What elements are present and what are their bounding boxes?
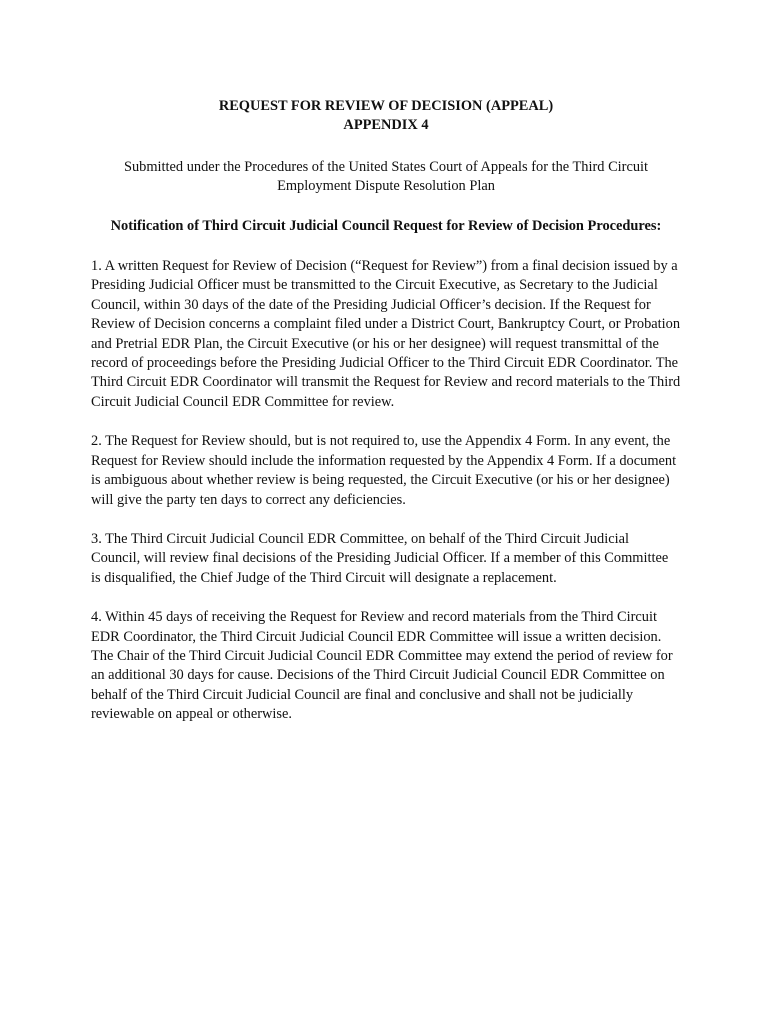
paragraph-1: 1. A written Request for Review of Decision (“Request for Review”) from a final decision issued by a Presiding Judicial Officer must be transmitted to the Circuit Executive, as Secretary to the Judicial Council, within 30 days of the date of the Presiding Judicial Officer’s decision. If the Request for Review of Decision concerns a complaint filed under a District Court, Bankruptcy Court, or Probation and Pretrial EDR Plan, the Circuit Executive (or his or her designee) will request transmittal of the record of proceedings before the Presiding Judicial Officer to the Third Circuit EDR Coordinator. The Third Circuit EDR Coordinator will transmit the Request for Review and record materials to the Third Circuit Judicial Council EDR Committee for review. [91, 258, 681, 410]
document-subtitle: Submitted under the Procedures of the United States Court of Appeals for the Third Circuit Employment Dispute Resolution Plan [123, 158, 649, 195]
document-title [91, 97, 681, 136]
section-heading: Notification of Third Circuit Judicial Council Request for Review of Decision Procedures: [110, 217, 662, 234]
paragraph-2: 2. The Request for Review should, but is not required to, use the Appendix 4 Form. In any event, the Request for Review should include the information requested by the Appendix 4 Form. If a document is ambiguous about whether review is being requested, the Circuit Executive (or his or her designee) will give the party ten days to correct any deficiencies. [91, 433, 677, 508]
document-page [91, 97, 681, 725]
paragraph-4: 4. Within 45 days of receiving the Request for Review and record materials from the Third Circuit EDR Coordinator, the Third Circuit Judicial Council EDR Committee will issue a written decision. The Chair of the Third Circuit Judicial Council EDR Committee may extend the period of review for an additional 30 days for cause. Decisions of the Third Circuit Judicial Council EDR Committee on behalf of the Third Circuit Judicial Council are final and conclusive and shall not be judicially reviewable on appeal or otherwise. [91, 609, 673, 723]
paragraph-3: 3. The Third Circuit Judicial Council EDR Committee, on behalf of the Third Circuit Judicial Council, will review final decisions of the Presiding Judicial Officer. If a member of this Committee is disqualified, the Chief Judge of the Third Circuit will designate a replacement. [91, 530, 669, 586]
title-line-2: APPENDIX 4 [343, 117, 429, 134]
title-line-1: REQUEST FOR REVIEW OF DECISION (APPEAL) [218, 98, 554, 114]
